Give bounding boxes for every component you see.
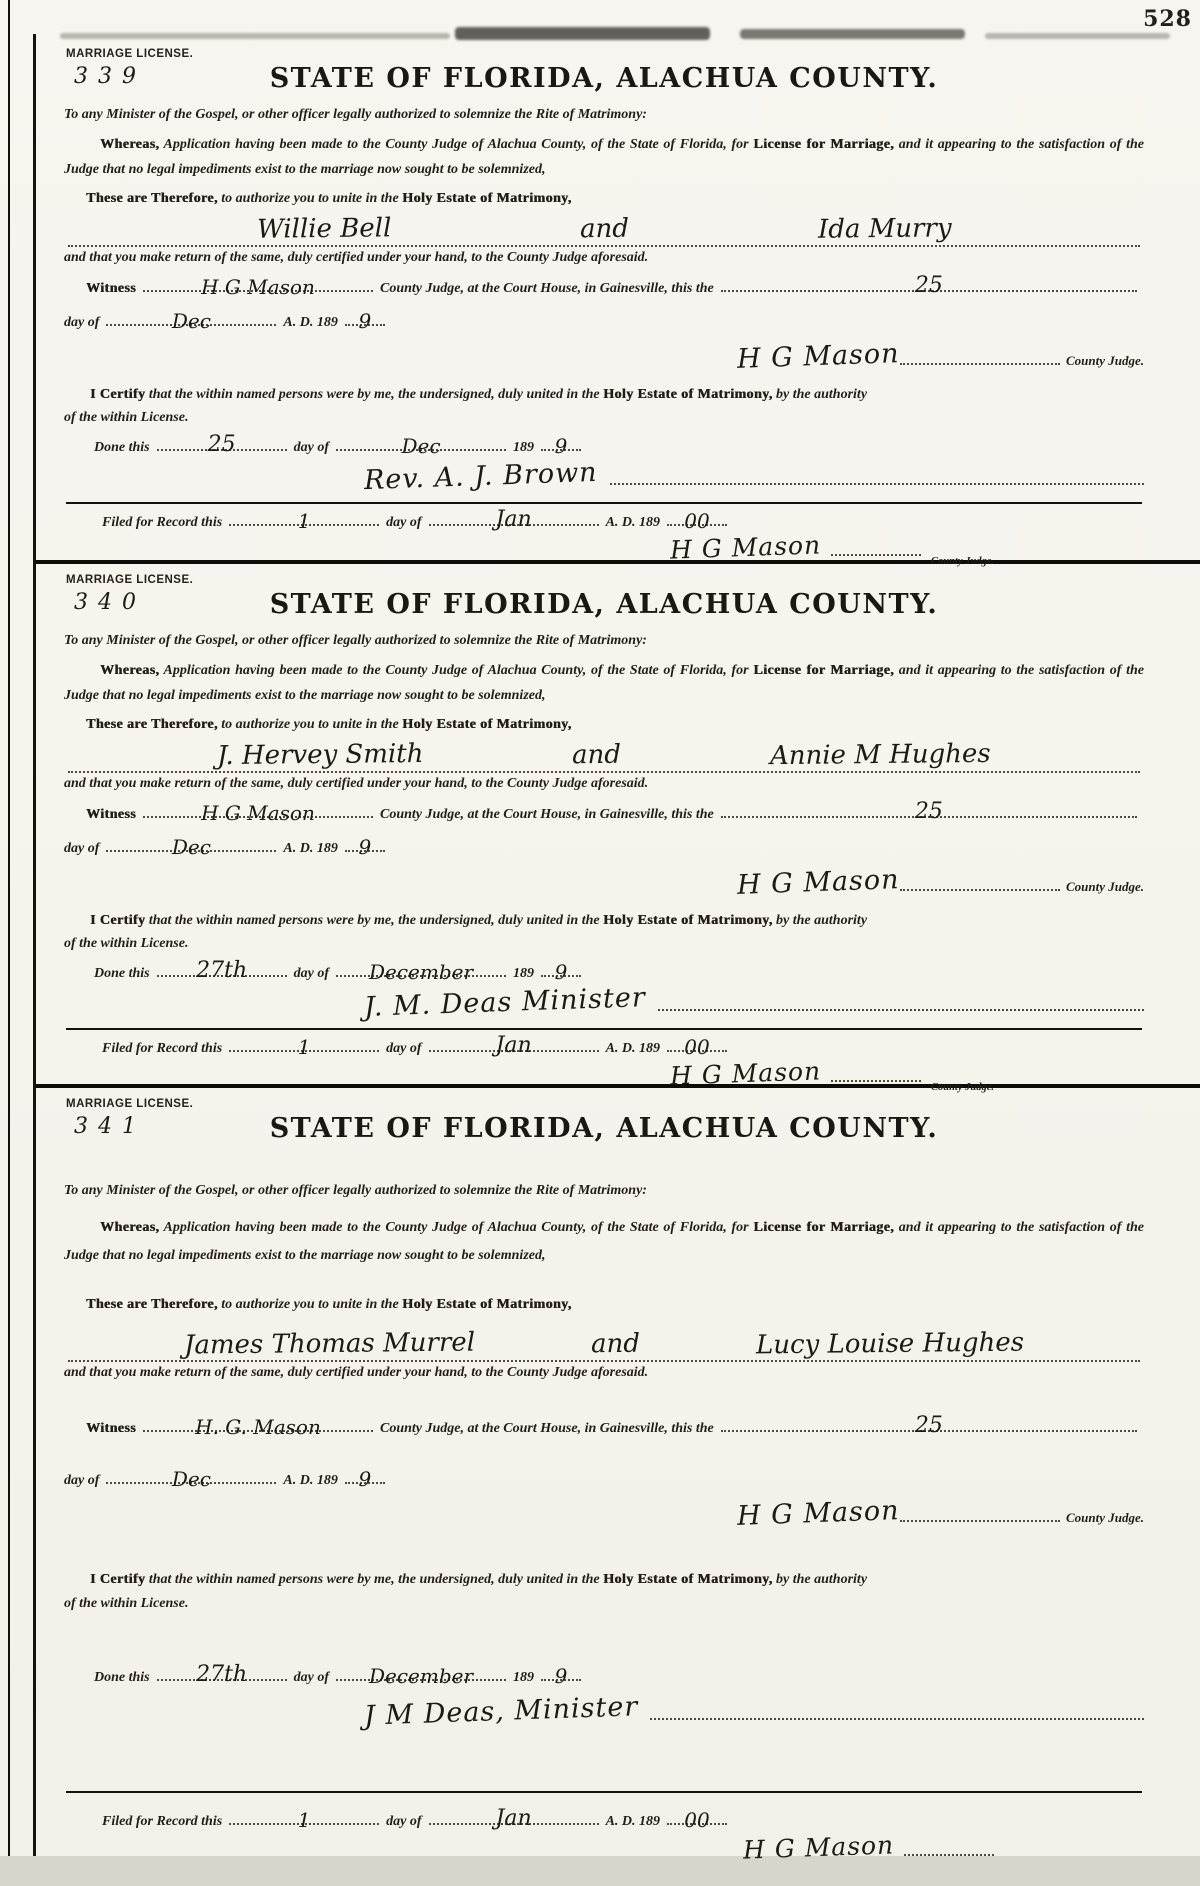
filed-day: 1 bbox=[297, 1808, 311, 1833]
whereas-word: Whereas, bbox=[100, 662, 160, 678]
day-of-text: day of bbox=[293, 1669, 330, 1685]
witness-row bbox=[86, 273, 1144, 300]
whereas-paragraph bbox=[64, 1214, 1144, 1270]
witness-word: Witness bbox=[86, 281, 136, 297]
license-number: 341 bbox=[74, 1114, 146, 1139]
certify-text-2: by the authority bbox=[776, 912, 868, 928]
filed-year-blank bbox=[667, 1034, 727, 1059]
license-for-marriage-text: License for Marriage, bbox=[753, 1219, 895, 1235]
filed-signature: H G Mason bbox=[669, 1056, 822, 1092]
therefore-text: to authorize you to unite in the bbox=[221, 191, 399, 207]
filed-row bbox=[102, 1806, 1144, 1833]
certify-paragraph bbox=[64, 910, 1144, 932]
couple-names-line bbox=[68, 736, 1140, 773]
couple-names-line bbox=[68, 210, 1140, 247]
therefore-word: These are Therefore, bbox=[86, 717, 218, 733]
form-header bbox=[64, 48, 1144, 100]
holy-estate-text: Holy Estate of Matrimony, bbox=[603, 1572, 773, 1588]
officiant-signature-line bbox=[64, 1691, 1144, 1733]
form-header bbox=[64, 574, 1144, 626]
couple-names-line bbox=[68, 1325, 1140, 1362]
filed-divider bbox=[66, 502, 1142, 504]
marriage-license-label: MARRIAGE LICENSE. bbox=[66, 48, 194, 60]
therefore-word: These are Therefore, bbox=[86, 1296, 218, 1312]
certify-paragraph bbox=[64, 384, 1144, 406]
binding-rule-outer bbox=[8, 0, 10, 1856]
therefore-text: to authorize you to unite in the bbox=[221, 717, 399, 733]
ad-year-text: A. D. 189 bbox=[283, 315, 338, 331]
day-of-text: day of bbox=[386, 1040, 422, 1056]
signature-rule bbox=[610, 480, 1144, 485]
filed-month-blank bbox=[429, 506, 599, 532]
month-blank bbox=[106, 1466, 276, 1491]
filed-divider bbox=[66, 1791, 1142, 1793]
signature-rule bbox=[900, 886, 1060, 891]
therefore-line bbox=[64, 1294, 1144, 1316]
whereas-text: Application having been made to the County Judge of Alachua County, of the State of Florida, for bbox=[163, 136, 749, 152]
ad-year-text: A. D. 189 bbox=[283, 1472, 338, 1488]
certify-text: that the within named persons were by me, the undersigned, duly united in the bbox=[148, 1572, 600, 1588]
bride-name: Lucy Louise Hughes bbox=[755, 1327, 1025, 1361]
year-text: 189 bbox=[513, 966, 535, 982]
witness-word: Witness bbox=[86, 807, 136, 823]
judge-signature: H G Mason bbox=[736, 863, 901, 901]
filed-signature-line bbox=[64, 1056, 1144, 1094]
and-word: and bbox=[579, 213, 629, 245]
date-and-judge-signature bbox=[64, 1466, 1144, 1536]
day-of-row bbox=[64, 835, 1144, 860]
done-day: 27th bbox=[196, 1661, 248, 1687]
day-of-text: day of bbox=[64, 315, 100, 331]
filed-month: Jan bbox=[495, 1806, 532, 1832]
filed-text: Filed for Record this bbox=[102, 1814, 223, 1830]
witness-year: 9 bbox=[358, 1466, 372, 1491]
done-year: 9 bbox=[554, 1663, 568, 1688]
county-judge-label: County Judge. bbox=[930, 556, 994, 568]
judge-signature-line bbox=[64, 1493, 1144, 1535]
filed-signature: H G Mason bbox=[742, 1830, 895, 1865]
filed-text: Filed for Record this bbox=[102, 1040, 223, 1056]
form-header-left bbox=[66, 1098, 193, 1139]
appearing-text: appearing to the satisfaction of the Judge that no legal impediments exist to the marriage now sought to be solemnized, bbox=[64, 136, 1145, 177]
ad-year-text: A. D. 189 bbox=[605, 514, 661, 530]
day-of-text: day of bbox=[293, 440, 330, 456]
and-it-text: and it bbox=[898, 1219, 934, 1235]
year-text: 189 bbox=[513, 1669, 535, 1685]
bride-name: Ida Murry bbox=[817, 213, 952, 245]
holy-estate-text: Holy Estate of Matrimony, bbox=[402, 717, 572, 733]
date-and-judge-signature bbox=[64, 835, 1144, 904]
officiant-signature-line bbox=[64, 981, 1144, 1023]
whereas-word: Whereas, bbox=[100, 136, 160, 152]
witness-name-blank bbox=[143, 801, 373, 826]
certify-text-2: by the authority bbox=[776, 386, 868, 402]
witness-day-blank bbox=[721, 799, 1137, 825]
addressee-line: To any Minister of the Gospel, or other officer legally authorized to solemnize the Rite of Matrimony: bbox=[64, 1183, 647, 1198]
signature-rule bbox=[831, 551, 921, 556]
witness-name: H G Mason bbox=[201, 275, 315, 300]
done-day-blank bbox=[157, 958, 287, 984]
done-year: 9 bbox=[554, 960, 568, 985]
filed-row bbox=[102, 506, 1144, 534]
filed-month: Jan bbox=[495, 506, 532, 532]
day-of-text: day of bbox=[293, 966, 330, 982]
holy-estate-text: Holy Estate of Matrimony, bbox=[603, 386, 773, 402]
appearing-text: appearing to the satisfaction of the Judge that no legal impediments exist to the marriage now sought to be solemnized, bbox=[64, 662, 1145, 703]
marriage-license-form bbox=[36, 564, 1200, 1094]
witness-day-blank bbox=[721, 1413, 1137, 1439]
form-title: STATE OF FLORIDA, ALACHUA COUNTY. bbox=[269, 589, 939, 620]
return-line: and that you make return of the same, duly certified under your hand, to the County Judge aforesaid. bbox=[64, 775, 649, 791]
therefore-text: to authorize you to unite in the bbox=[221, 1296, 399, 1312]
done-month-blank bbox=[336, 960, 506, 985]
filed-month: Jan bbox=[495, 1032, 532, 1058]
officiant-signature-line bbox=[64, 456, 1144, 496]
filed-signature-line bbox=[64, 1830, 1144, 1865]
filed-year: 00 bbox=[684, 1034, 710, 1059]
done-day: 27th bbox=[196, 958, 248, 984]
signature-rule bbox=[900, 1517, 1060, 1522]
whereas-paragraph bbox=[64, 132, 1144, 182]
day-of-row bbox=[64, 309, 1144, 334]
form-header-left bbox=[66, 574, 193, 615]
year-blank bbox=[345, 309, 385, 334]
bride-name: Annie M Hughes bbox=[770, 738, 992, 771]
ad-year-text: A. D. 189 bbox=[605, 1814, 661, 1830]
year-blank bbox=[345, 835, 385, 860]
filed-day-blank bbox=[229, 508, 379, 533]
signature-rule bbox=[831, 1077, 921, 1082]
county-judge-label: County Judge. bbox=[930, 1082, 994, 1094]
county-judge-label: County Judge. bbox=[1065, 1510, 1144, 1526]
signature-rule bbox=[900, 360, 1060, 365]
judge-signature-line bbox=[64, 336, 1144, 378]
filed-divider bbox=[66, 1028, 1142, 1030]
therefore-word: These are Therefore, bbox=[86, 191, 218, 207]
day-of-text: day of bbox=[64, 1472, 100, 1488]
marriage-license-form bbox=[36, 1088, 1200, 1886]
form-title: STATE OF FLORIDA, ALACHUA COUNTY. bbox=[269, 1113, 939, 1144]
return-line: and that you make return of the same, duly certified under your hand, to the County Judge aforesaid. bbox=[64, 249, 649, 265]
holy-estate-text: Holy Estate of Matrimony, bbox=[402, 1296, 572, 1312]
and-it-text: and it bbox=[898, 662, 934, 678]
certify-line-2: of the within License. bbox=[64, 936, 189, 952]
day-of-text: day of bbox=[386, 1814, 422, 1830]
whereas-text: Application having been made to the County Judge of Alachua County, of the State of Florida, for bbox=[163, 1219, 749, 1235]
certify-line-2: of the within License. bbox=[64, 1595, 189, 1611]
judge-signature: H G Mason bbox=[736, 1495, 901, 1533]
marriage-license-form bbox=[36, 38, 1200, 568]
officiant-signature: J. M. Deas Minister bbox=[363, 981, 647, 1023]
marriage-license-label: MARRIAGE LICENSE. bbox=[66, 574, 194, 586]
filed-year: 00 bbox=[684, 508, 710, 533]
done-row bbox=[94, 958, 1144, 985]
witness-month: Dec bbox=[171, 1466, 211, 1491]
witness-row bbox=[86, 1413, 1144, 1440]
filed-day: 1 bbox=[297, 508, 311, 533]
year-blank bbox=[345, 1466, 385, 1491]
filed-year-blank bbox=[667, 508, 727, 533]
witness-day-blank bbox=[721, 273, 1137, 299]
certify-text: that the within named persons were by me, the undersigned, duly united in the bbox=[148, 386, 600, 402]
day-of-row bbox=[64, 1466, 1144, 1492]
whereas-text: Application having been made to the County Judge of Alachua County, of the State of Florida, for bbox=[163, 662, 749, 678]
certify-paragraph bbox=[64, 1569, 1144, 1591]
month-blank bbox=[106, 309, 276, 334]
appearing-text: appearing to the satisfaction of the Judge that no legal impediments exist to the marriage now sought to be solemnized, bbox=[64, 1219, 1145, 1263]
done-this-text: Done this bbox=[94, 966, 150, 982]
filed-signature: H G Mason bbox=[669, 530, 822, 566]
whereas-word: Whereas, bbox=[100, 1219, 160, 1235]
addressee-line: To any Minister of the Gospel, or other officer legally authorized to solemnize the Rite of Matrimony: bbox=[64, 107, 647, 122]
witness-year: 9 bbox=[358, 835, 372, 860]
form-title: STATE OF FLORIDA, ALACHUA COUNTY. bbox=[269, 63, 939, 94]
officiant-signature: J M Deas, Minister bbox=[363, 1691, 639, 1733]
done-this-text: Done this bbox=[94, 1669, 150, 1685]
county-judge-label: County Judge. bbox=[1065, 878, 1144, 894]
signature-rule bbox=[658, 1006, 1144, 1011]
county-judge-label: County Judge. bbox=[1065, 352, 1144, 368]
done-year-blank bbox=[541, 960, 581, 985]
filed-day-blank bbox=[229, 1034, 379, 1059]
ad-year-text: A. D. 189 bbox=[283, 841, 338, 857]
filed-day-blank bbox=[229, 1808, 379, 1833]
witness-text: County Judge, at the Court House, in Gainesville, this the bbox=[380, 1421, 714, 1437]
holy-estate-text: Holy Estate of Matrimony, bbox=[402, 191, 572, 207]
done-day-blank bbox=[157, 432, 287, 458]
page-content bbox=[36, 38, 1200, 1886]
witness-name: H G Mason bbox=[201, 801, 315, 826]
done-month-blank bbox=[336, 434, 506, 459]
therefore-line bbox=[64, 714, 1144, 736]
marriage-license-label: MARRIAGE LICENSE. bbox=[66, 1098, 194, 1110]
signature-rule bbox=[650, 1715, 1144, 1720]
month-blank bbox=[106, 835, 276, 860]
judge-signature-line bbox=[64, 862, 1144, 904]
certify-word: I Certify bbox=[90, 386, 146, 402]
addressee-line: To any Minister of the Gospel, or other officer legally authorized to solemnize the Rite of Matrimony: bbox=[64, 633, 647, 648]
day-of-text: day of bbox=[64, 841, 100, 857]
done-year-blank bbox=[541, 434, 581, 459]
license-number: 340 bbox=[74, 590, 146, 615]
witness-name: H. G. Mason bbox=[195, 1415, 321, 1440]
witness-name-blank bbox=[143, 275, 373, 300]
done-day: 25 bbox=[207, 432, 236, 458]
filed-year: 00 bbox=[684, 1808, 710, 1833]
done-year: 9 bbox=[554, 434, 568, 459]
witness-month: Dec bbox=[171, 309, 211, 334]
filed-day: 1 bbox=[297, 1034, 311, 1059]
done-month-blank bbox=[336, 1663, 506, 1688]
witness-day: 25 bbox=[914, 273, 943, 299]
judge-signature: H G Mason bbox=[736, 337, 901, 375]
and-it-text: and it bbox=[898, 136, 934, 152]
filed-text: Filed for Record this bbox=[102, 514, 223, 530]
ad-year-text: A. D. 189 bbox=[605, 1040, 661, 1056]
certify-text-2: by the authority bbox=[776, 1572, 868, 1588]
done-row bbox=[94, 1661, 1144, 1689]
witness-text: County Judge, at the Court House, in Gainesville, this the bbox=[380, 281, 714, 297]
license-for-marriage-text: License for Marriage, bbox=[753, 662, 895, 678]
certify-word: I Certify bbox=[90, 1572, 146, 1588]
done-row bbox=[94, 432, 1144, 459]
holy-estate-text: Holy Estate of Matrimony, bbox=[603, 912, 773, 928]
date-and-judge-signature bbox=[64, 309, 1144, 378]
witness-day: 25 bbox=[914, 799, 943, 825]
return-line: and that you make return of the same, duly certified under your hand, to the County Judge aforesaid. bbox=[64, 1365, 649, 1381]
groom-name: Willie Bell bbox=[256, 213, 392, 245]
witness-name-blank bbox=[143, 1415, 373, 1440]
form-header-left bbox=[66, 48, 193, 89]
certify-word: I Certify bbox=[90, 912, 146, 928]
filed-row bbox=[102, 1032, 1144, 1060]
year-text: 189 bbox=[513, 440, 535, 456]
done-year-blank bbox=[541, 1663, 581, 1688]
witness-row bbox=[86, 799, 1144, 826]
therefore-line bbox=[64, 188, 1144, 210]
filed-signature-line bbox=[64, 530, 1144, 568]
witness-day: 25 bbox=[914, 1413, 943, 1439]
day-of-text: day of bbox=[386, 514, 422, 530]
done-day-blank bbox=[157, 1661, 287, 1687]
page-number: 528 bbox=[1143, 6, 1192, 32]
filed-year-blank bbox=[667, 1808, 727, 1833]
witness-year: 9 bbox=[358, 309, 372, 334]
groom-name: J. Hervey Smith bbox=[216, 738, 424, 771]
done-month: December bbox=[368, 960, 474, 985]
certify-text: that the within named persons were by me, the undersigned, duly united in the bbox=[148, 912, 600, 928]
and-word: and bbox=[572, 739, 622, 771]
whereas-paragraph bbox=[64, 658, 1144, 708]
filed-month-blank bbox=[429, 1032, 599, 1058]
done-month: December bbox=[368, 1663, 474, 1688]
signature-rule bbox=[904, 1851, 994, 1856]
witness-text: County Judge, at the Court House, in Gainesville, this the bbox=[380, 807, 714, 823]
officiant-signature: Rev. A. J. Brown bbox=[363, 456, 599, 496]
witness-word: Witness bbox=[86, 1421, 136, 1437]
filed-month-blank bbox=[429, 1806, 599, 1832]
license-number: 339 bbox=[74, 64, 146, 89]
witness-month: Dec bbox=[171, 835, 211, 860]
certify-line-2: of the within License. bbox=[64, 410, 189, 426]
done-this-text: Done this bbox=[94, 440, 150, 456]
done-month: Dec bbox=[401, 434, 441, 459]
and-word: and bbox=[590, 1329, 641, 1360]
license-for-marriage-text: License for Marriage, bbox=[753, 136, 895, 152]
form-header bbox=[64, 1098, 1144, 1160]
groom-name: James Thomas Murrel bbox=[183, 1327, 476, 1361]
